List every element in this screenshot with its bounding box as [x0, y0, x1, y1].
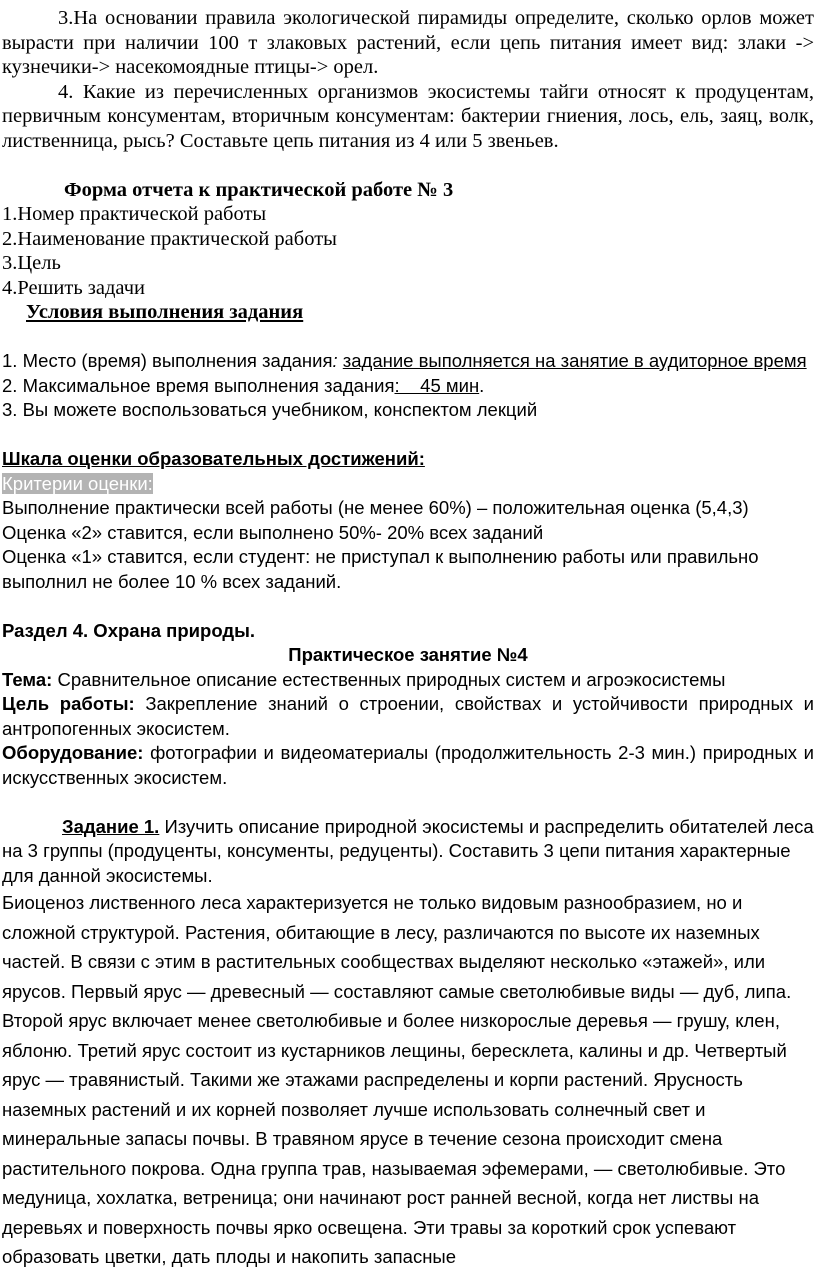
- document-page: [2, 6, 814, 1272]
- task-3: 3.На основании правила экологической пирамиды определите, сколько орлов может вырасти при наличии 100 т злаковых растений, если цепь питания имеет вид: злаки -> кузнечики-> насекомоядные птицы-> орел.: [2, 7, 814, 78]
- condition-1: [2, 349, 814, 374]
- condition-2: [2, 374, 814, 399]
- condition-1-value: задание выполняется на занятие в аудиторное время: [342, 350, 807, 371]
- assignment-body: Биоценоз лиственного леса характеризуется не только видовым разнообразием, но и сложной структурой. Растения, обитающие в лесу, различаются по высоте их наземных частей. В связи с этим в растительных сообществах выделяют несколько «этажей», или ярусов. Первый ярус — древесный — составляют самые светолюбивые виды — дуб, липа. Второй ярус включает менее светолюбивые и более низкорослые деревья — грушу, клен, яблоню. Третий ярус состоит из кустарников лещины, бересклета, калины и др. Четвертый ярус — травянистый. Такими же этажами распределены и корпи растений. Ярусность наземных растений и их корней позволяет лучше использовать солнечный свет и минеральные запасы почвы. В травяном ярусе в течение сезона происходит смена растительного покрова. Одна группа трав, называемая эфемерами, — светолюбивые. Это медуница, хохлатка, ветреница; они начинают рост ранней весной, когда нет листвы на деревьях и поверхность почвы ярко освещена. Эти травы за короткий срок успевают образовать цветки, дать плоды и накопить запасные: [2, 892, 792, 1267]
- report-item-1: 1.Номер практической работы: [2, 203, 267, 225]
- topic-label: Тема:: [2, 668, 53, 690]
- condition-3: 3. Вы можете воспользоваться учебником, конспектом лекций: [2, 399, 538, 420]
- conditions-title: Условия выполнения задания: [26, 301, 304, 323]
- topic: [2, 668, 814, 693]
- goal: [2, 692, 814, 741]
- assignment-label: Задание 1.: [62, 815, 160, 837]
- lesson-title: Практическое занятие №4: [288, 644, 528, 665]
- report-item-4: 4.Решить задачи: [2, 276, 145, 299]
- topic-text: Сравнительное описание естественных природных систем и агроэкосистемы: [52, 668, 726, 690]
- condition-2-value: : 45 мин: [394, 374, 480, 396]
- equipment-label: Оборудование:: [2, 742, 144, 763]
- scale-line-1: Выполнение практически всей работы (не менее 60%) – положительная оценка (5,4,3): [2, 497, 749, 518]
- assignment-1: [2, 815, 814, 889]
- scale-line-3: Оценка «1» ставится, если студент: не приступал к выполнению работы или правильно выполнил не более 10 % всех заданий.: [2, 546, 759, 592]
- task-4: 4. Какие из перечисленных организмов экосистемы тайги относят к продуцентам, первичным консументам, вторичным консументам: бактерии гниения, лось, ель, заяц, волк, лиственница, рысь? Составьте цепь питания из 4 или 5 звеньев.: [2, 80, 814, 152]
- condition-2-label: 2. Максимальное время выполнения задания: [2, 374, 395, 396]
- condition-1-colon: :: [332, 350, 338, 371]
- goal-text: Закрепление знаний о строении, свойствах и устойчивости природных и антропогенных экосистем.: [2, 693, 814, 739]
- scale-title: Шкала оценки образовательных достижений:: [2, 448, 425, 469]
- condition-1-label: 1. Место (время) выполнения задания: [2, 350, 333, 371]
- goal-label: Цель работы:: [2, 693, 135, 714]
- equipment: [2, 741, 814, 790]
- scale-line-2: Оценка «2» ставится, если выполнено 50%- 20% всех заданий: [2, 521, 544, 543]
- report-title: Форма отчета к практической работе № 3: [64, 178, 454, 201]
- criteria-label: Критерии оценки:: [2, 472, 153, 494]
- assignment-text: Изучить описание природной экосистемы и распределить обитателей леса на 3 группы (продуценты, консументы, редуценты). Составить 3 цепи питания характерные для данной экосистемы.: [2, 815, 814, 886]
- report-item-2: 2.Наименование практической работы: [2, 227, 337, 250]
- condition-2-end: .: [479, 374, 485, 396]
- section-title: Раздел 4. Охрана природы.: [2, 619, 256, 641]
- report-item-3: 3.Цель: [2, 252, 61, 274]
- equipment-text: фотографии и видеоматериалы (продолжительность 2-3 мин.) природных и искусственных экосистем.: [2, 742, 814, 788]
